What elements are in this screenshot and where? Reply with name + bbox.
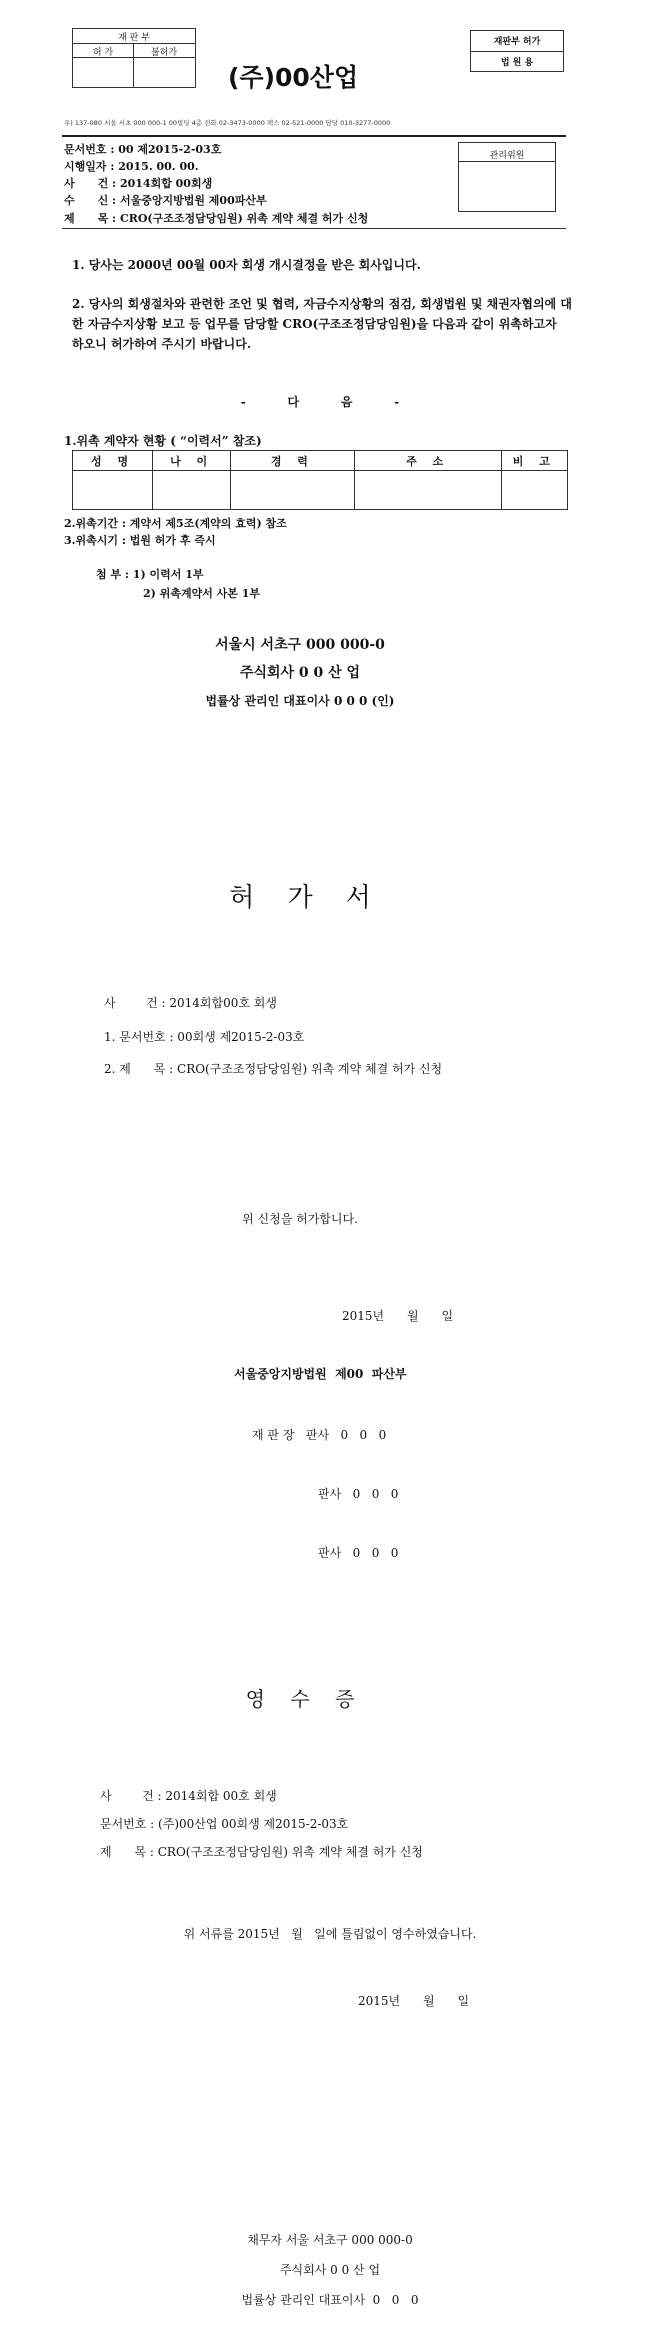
receipt-company: 주식회사 0 0 산 업 — [279, 2263, 381, 2277]
paragraph-1: 1. 당사는 2000년 00월 00자 회생 개시결정을 받은 회사입니다. — [72, 258, 421, 272]
signature-representative: 법률상 관리인 대표이사 0 0 0 (인) — [205, 694, 395, 708]
contract-timing: 3.위촉시기 : 법원 허가 후 즉시 — [64, 534, 216, 547]
court-use-sub: 법 원 용 — [500, 58, 534, 68]
receipt-subject: 제 목 : CRO(구조조정담당임원) 위촉 계약 체결 허가 신청 — [100, 1845, 423, 1859]
court-use-title: 재판부 허가 — [493, 37, 541, 47]
table-row — [73, 471, 568, 510]
signature-address: 서울시 서초구 000 000-0 — [215, 637, 385, 653]
court-use-box — [470, 30, 564, 72]
permission-court: 서울중앙지방법원 제00 파산부 — [234, 1367, 407, 1381]
status-title: 1.위촉 계약자 현황 ( “이력서” 참조) — [64, 434, 262, 448]
table-header-address: 주 소 — [354, 451, 501, 471]
permission-grant: 위 신청을 허가합니다. — [242, 1212, 358, 1226]
receipt-title: 영 수 증 — [245, 1687, 355, 1711]
doc-date: 시행일자 : 2015. 00. 00. — [64, 160, 199, 173]
permission-date: 2015년 월 일 — [342, 1309, 454, 1323]
doc-subject: 제 목 : CRO(구조조정담당임원) 위촉 계약 체결 허가 신청 — [64, 212, 369, 225]
table-header-note: 비 고 — [501, 451, 567, 471]
permission-doc-number: 1. 문서번호 : 00회생 제2015-2-03호 — [104, 1030, 305, 1044]
court-box-deny: 불허가 — [150, 48, 178, 58]
receipt-case: 사 건 : 2014회합 00호 회생 — [100, 1789, 277, 1803]
permission-case: 사 건 : 2014회합00호 회생 — [104, 996, 277, 1010]
signature-company: 주식회사 0 0 산 업 — [239, 665, 361, 681]
info-rule — [62, 228, 566, 229]
receipt-debtor: 채무자 서울 서초구 000 000-0 — [247, 2233, 413, 2247]
receipt-doc-number: 문서번호 : (주)00산업 00회생 제2015-2-03호 — [100, 1817, 349, 1831]
receipt-date: 2015년 월 일 — [358, 1994, 470, 2008]
paragraph-2: 2. 당사의 회생절차와 관련한 조언 및 협력, 자금수지상황의 점검, 회생법원 및 채권자협의에 대한 자금수지상황 보고 등 업무를 담당할 CRO(구조조정담당임원)을 다음과 같이 위촉하고자 하오니 허가하여 주시기 바랍니다. — [72, 297, 572, 351]
manager-box-title: 관리위원 — [489, 151, 525, 161]
contractor-table — [72, 450, 568, 510]
doc-recipient: 수 신 : 서울중앙지방법원 제00파산부 — [64, 194, 267, 207]
contract-period: 2.위촉기간 : 계약서 제5조(계약의 효력) 참조 — [64, 517, 287, 530]
doc-number: 문서번호 : 00 제2015-2-03호 — [64, 143, 222, 156]
company-title: (주)00산업 — [228, 63, 359, 92]
receipt-statement: 위 서류를 2015년 월 일에 틀림없이 영수하였습니다. — [183, 1927, 477, 1941]
header-rule — [62, 135, 566, 137]
company-address-line: 우) 137-080 서울 서초 000 000-1 00빌딩 4층 전화 02-3473-0000 팩스 02-521-0000 담당 010-3277-0000 — [64, 119, 391, 127]
permission-subject: 2. 제 목 : CRO(구조조정담당임원) 위촉 계약 체결 허가 신청 — [104, 1062, 443, 1076]
attachment-2: 2) 위촉계약서 사본 1부 — [143, 587, 261, 600]
court-approval-box — [72, 28, 196, 88]
table-header-name: 성 명 — [73, 451, 153, 471]
next-heading: - 다 음 - — [240, 395, 400, 409]
judge-3: 판사 0 0 0 — [318, 1546, 399, 1560]
court-box-permit: 허 가 — [92, 48, 114, 58]
receipt-representative: 법률상 관리인 대표이사 0 0 0 — [241, 2293, 419, 2307]
table-header-career: 경 력 — [231, 451, 354, 471]
table-header-age: 나 이 — [153, 451, 231, 471]
court-box-title: 재 판 부 — [118, 33, 150, 43]
doc-case: 사 건 : 2014회합 00회생 — [64, 177, 213, 190]
permission-title: 허 가 서 — [229, 883, 371, 913]
manager-box — [458, 142, 556, 212]
judge-2: 판사 0 0 0 — [318, 1487, 399, 1501]
judge-chief: 재 판 장 판사 0 0 0 — [252, 1428, 387, 1442]
attachment-1: 첨 부 : 1) 이력서 1부 — [96, 568, 204, 581]
